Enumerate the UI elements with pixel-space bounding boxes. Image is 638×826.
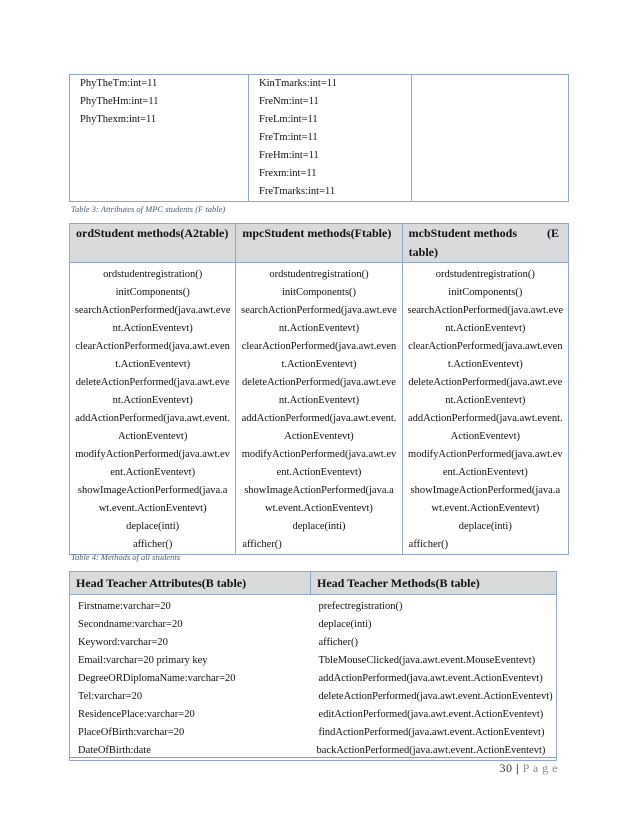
table5-cell: Firstname:varchar=20	[78, 601, 171, 612]
table3-col3	[412, 75, 569, 202]
table4-cell: showImageActionPerformed(java.a	[410, 485, 561, 496]
table4-header: ordStudent methods(A2table)	[70, 224, 236, 263]
page-footer	[499, 761, 558, 776]
table4-cell: ent.ActionEventevt)	[110, 467, 196, 478]
table5-cell: ResidencePlace:varchar=20	[78, 709, 195, 720]
table4-cell: deleteActionPerformed(java.awt.eve	[75, 377, 230, 388]
table4-cell: showImageActionPerformed(java.a	[244, 485, 394, 496]
table5-cell: prefectregistration()	[318, 601, 403, 612]
table5-cell: Tel:varchar=20	[78, 691, 143, 702]
table3-cell: PhyTheTm:int=11	[80, 78, 158, 89]
table4-header: mpcStudent methods(Ftable)	[236, 224, 402, 263]
table4-cell: modifyActionPerformed(java.awt.ev	[408, 449, 563, 460]
table5-col1	[70, 595, 311, 761]
footer-divider	[69, 757, 557, 758]
table4-cell: addActionPerformed(java.awt.event.	[241, 413, 397, 424]
table4-cell: ActionEventevt)	[284, 431, 354, 442]
table3-cell: FreHm:int=11	[259, 150, 319, 161]
table4-cell: t.ActionEventevt)	[281, 359, 357, 370]
table4-cell: searchActionPerformed(java.awt.eve	[74, 305, 231, 316]
table5-cell: deleteActionPerformed(java.awt.event.ActionEventevt)	[318, 691, 553, 702]
table5-header: Head Teacher Attributes(B table)	[70, 572, 311, 595]
table4-cell: t.ActionEventevt)	[115, 359, 191, 370]
mpc-attributes-table	[69, 74, 569, 202]
table3-cell: PhyThexm:int=11	[80, 114, 157, 125]
table5-cell: PlaceOfBirth:varchar=20	[78, 727, 185, 738]
table4-cell: ordstudentregistration()	[103, 269, 203, 280]
table4-cell: showImageActionPerformed(java.a	[77, 485, 228, 496]
page-label: P a g e	[522, 761, 558, 775]
table4-cell: initComponents()	[281, 287, 357, 298]
table5-cell: editActionPerformed(java.awt.event.ActionEventevt)	[318, 709, 544, 720]
table3-caption: Table 3: Attributes of MPC students (F table)	[71, 204, 226, 214]
table4-cell: deplace(inti)	[292, 521, 346, 532]
table4-cell: clearActionPerformed(java.awt.even	[75, 341, 230, 352]
table4-cell: wt.event.ActionEventevt)	[265, 503, 373, 514]
table4-cell: nt.ActionEventevt)	[112, 395, 193, 406]
table4-cell: ActionEventevt)	[450, 431, 521, 442]
head-teacher-table	[69, 571, 557, 761]
table4-cell: modifyActionPerformed(java.awt.ev	[75, 449, 230, 460]
table5-cell: deplace(inti)	[318, 619, 372, 630]
table4-cell: searchActionPerformed(java.awt.eve	[241, 305, 397, 316]
table3-cell: FreTmarks:int=11	[259, 186, 336, 197]
table3-col1	[70, 75, 249, 202]
table4-cell: wt.event.ActionEventevt)	[431, 503, 540, 514]
table4-cell: afficher()	[408, 539, 449, 550]
table4-header: mcbStudent methods (E table)	[402, 224, 568, 263]
table3-cell: PhyTheHm:int=11	[80, 96, 159, 107]
table4-cell: clearActionPerformed(java.awt.even	[408, 341, 563, 352]
table4-cell: afficher()	[132, 539, 173, 550]
table4-cell: ent.ActionEventevt)	[276, 467, 362, 478]
table5-cell: Secondname:varchar=20	[78, 619, 183, 630]
table4-cell: searchActionPerformed(java.awt.eve	[407, 305, 564, 316]
table3-cell: FreLm:int=11	[259, 114, 318, 125]
table4-cell: wt.event.ActionEventevt)	[98, 503, 207, 514]
table4-cell: nt.ActionEventevt)	[445, 395, 526, 406]
table4-cell: nt.ActionEventevt)	[278, 323, 360, 334]
table4-cell: t.ActionEventevt)	[447, 359, 523, 370]
table5-cell: afficher()	[318, 637, 358, 648]
table5-header: Head Teacher Methods(B table)	[311, 572, 557, 595]
footer-separator: |	[515, 761, 520, 775]
table3-cell: FreTm:int=11	[259, 132, 318, 143]
page-number: 30	[499, 761, 513, 775]
table4-cell: deleteActionPerformed(java.awt.eve	[408, 377, 563, 388]
table4-col2	[236, 263, 402, 555]
table4-cell: afficher()	[242, 539, 282, 550]
table3-col2	[249, 75, 412, 202]
table4-col1	[70, 263, 236, 555]
table5-cell: backActionPerformed(java.awt.event.ActionEventevt)	[316, 745, 546, 756]
table4-cell: ordstudentregistration()	[269, 269, 369, 280]
table4-cell: deleteActionPerformed(java.awt.eve	[242, 377, 396, 388]
table4-col3	[402, 263, 568, 555]
table4-cell: ordstudentregistration()	[435, 269, 535, 280]
table5-cell: Email:varchar=20 primary key	[78, 655, 208, 666]
table4-cell: modifyActionPerformed(java.awt.ev	[241, 449, 397, 460]
table5-col2	[311, 595, 557, 761]
table5-cell: DateOfBirth:date	[78, 745, 151, 756]
table4-cell: addActionPerformed(java.awt.event.	[407, 413, 563, 424]
table4-cell: deplace(inti)	[126, 521, 180, 532]
table5-cell: addActionPerformed(java.awt.event.ActionEventevt)	[318, 673, 543, 684]
table4-cell: nt.ActionEventevt)	[445, 323, 526, 334]
table5-cell: TbleMouseClicked(java.awt.event.MouseEventevt)	[318, 655, 536, 666]
table3-cell: KinTmarks:int=11	[259, 78, 337, 89]
table4-cell: ActionEventevt)	[117, 431, 188, 442]
table3-cell: Frexm:int=11	[259, 168, 317, 179]
table4-cell: deplace(inti)	[458, 521, 512, 532]
table5-cell: DegreeORDiplomaName:varchar=20	[78, 673, 236, 684]
student-methods-table	[69, 223, 569, 555]
table4-cell: initComponents()	[448, 287, 523, 298]
table4-cell: nt.ActionEventevt)	[278, 395, 360, 406]
table3-cell: FreNm:int=11	[259, 96, 319, 107]
table4-caption: Table 4: Methods of all students	[71, 552, 181, 562]
table5-cell: findActionPerformed(java.awt.event.ActionEventevt)	[318, 727, 545, 738]
table4-cell: addActionPerformed(java.awt.event.	[75, 413, 231, 424]
table4-cell: clearActionPerformed(java.awt.even	[241, 341, 397, 352]
table5-cell: Keyword:varchar=20	[78, 637, 168, 648]
table4-cell: nt.ActionEventevt)	[112, 323, 193, 334]
table4-cell: initComponents()	[115, 287, 190, 298]
table4-cell: ent.ActionEventevt)	[442, 467, 528, 478]
